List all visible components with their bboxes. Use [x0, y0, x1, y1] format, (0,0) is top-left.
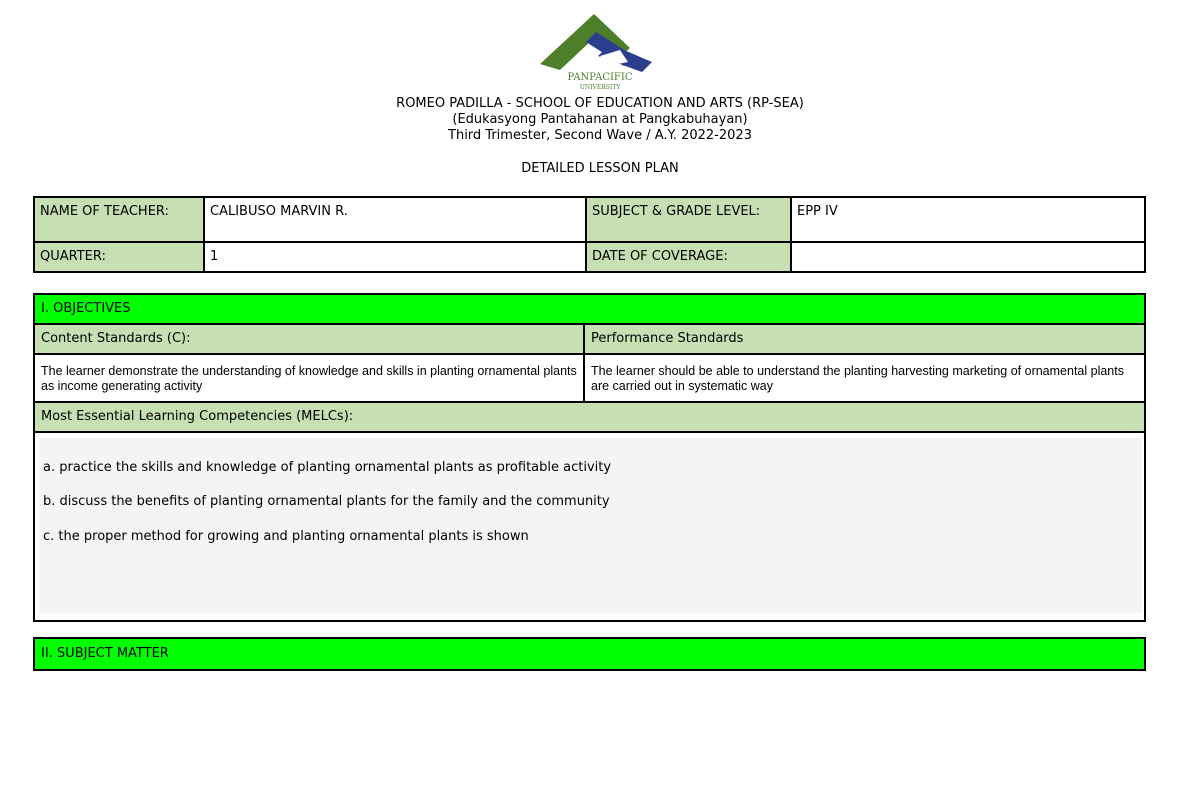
content-standards-text: The learner demonstrate the understanding of knowledge and skills in planting ornamental plants as income generating activity — [35, 355, 585, 401]
melc-item-a: a. practice the skills and knowledge of planting ornamental plants as profitable activity — [43, 460, 612, 475]
quarter-label: QUARTER: — [34, 242, 204, 272]
logo-subtext: UNIVERSITY — [579, 84, 621, 91]
teacher-info-table — [33, 196, 1146, 273]
melc-item-b: b. discuss the benefits of planting ornamental plants for the family and the community — [43, 494, 610, 509]
info-row-2 — [34, 242, 1145, 272]
subject-value: EPP IV — [791, 197, 1145, 242]
teacher-value: CALIBUSO MARVIN R. — [204, 197, 586, 242]
melc-label: Most Essential Learning Competencies (MELCs): — [35, 403, 1144, 433]
objectives-section — [33, 293, 1146, 622]
date-label: DATE OF COVERAGE: — [586, 242, 791, 272]
objectives-title: I. OBJECTIVES — [35, 295, 1144, 325]
term-line: Third Trimester, Second Wave / A.Y. 2022-2023 — [448, 128, 752, 143]
info-row-1 — [34, 197, 1145, 242]
standards-header-row — [35, 325, 1144, 355]
subject-matter-section — [33, 637, 1146, 671]
teacher-label: NAME OF TEACHER: — [34, 197, 204, 242]
melc-item-c: c. the proper method for growing and planting ornamental plants is shown — [43, 529, 529, 544]
quarter-value: 1 — [204, 242, 586, 272]
subject-title: (Edukasyong Pantahanan at Pangkabuhayan) — [452, 112, 748, 127]
document-title: DETAILED LESSON PLAN — [521, 161, 679, 176]
date-value — [791, 242, 1145, 272]
performance-standards-text: The learner should be able to understand the planting harvesting marketing of ornamental plants are carried out in systematic way — [591, 364, 1124, 393]
melc-list — [39, 438, 1142, 613]
subject-label: SUBJECT & GRADE LEVEL: — [586, 197, 791, 242]
school-name: ROMEO PADILLA - SCHOOL OF EDUCATION AND ARTS (RP-SEA) — [396, 96, 804, 111]
content-standards-label: Content Standards (C): — [35, 325, 585, 353]
standards-body-row — [35, 355, 1144, 403]
logo-text: PANPACIFIC — [567, 72, 633, 83]
subject-matter-title: II. SUBJECT MATTER — [35, 639, 1144, 669]
university-logo — [538, 12, 662, 92]
performance-standards-label: Performance Standards — [591, 331, 744, 346]
